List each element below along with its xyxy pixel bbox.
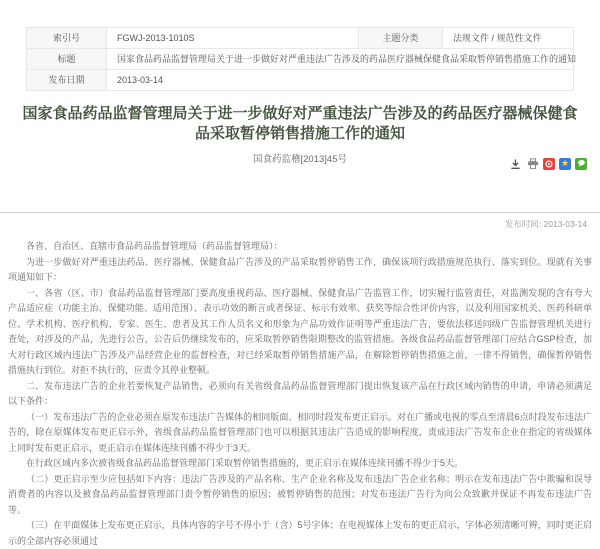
publish-date-label: 发布日期	[27, 70, 107, 91]
subject-category-label: 主题分类	[359, 28, 443, 49]
star-glyph: ★	[560, 158, 570, 169]
weibo-share-icon[interactable]	[543, 158, 555, 170]
publish-time-label: 发布时间:	[504, 219, 542, 229]
download-icon[interactable]	[509, 157, 522, 170]
body-paragraph: 在行政区域内多次被省级食品药品监督管理部门采取暂停销售措施的，更正启示在媒体连续刊播不得少于5天。	[26, 458, 464, 468]
meta-row-date	[27, 70, 574, 91]
body-paragraph: 各省、自治区、直辖市食品药品监督管理局（药品监督管理局）：	[26, 241, 283, 251]
document-number: 国食药监稽[2013]45号	[253, 154, 347, 165]
meta-row-title	[27, 49, 574, 70]
title-value: 国家食品药品监督管理局关于进一步做好对严重违法广告涉及的药品医疗器械保健食品采取暂停销售措施工作的通知	[107, 49, 574, 70]
index-number-label: 索引号	[27, 28, 107, 49]
title-label: 标题	[27, 49, 107, 70]
body-paragraph: 一、各省（区、市）食品药品监督管理部门要高度重视药品、医疗器械、保健食品广告监管工作，切实履行监管责任，对监测发现的含有夸大产品适应症（功能主治、保健功能、适用范围）、表示功效的断言或者保证、标示有效率、获奖等综合性评价内容，以及利用国家机关、医药科研单位、学术机构、医疗机构、专家、医生、患者及其工作人员名义和形象为产品功效作证明等严重违法广告，要依法移送同级广告监督管理机关进行查处，对涉及的产品，先进行公告，公告后仍继续发布的，应采取暂停销售限期整改的监管措施。各级食品药品监督管理部门应结合GSP检查，加大对行政区域内违法广告涉及产品经营企业的监督检查，对已经采取暂停销售措施产品，在解除暂停销售措施之前，一律不得销售，确保暂停销售措施执行到位。对拒不执行的，应责令其停业整顿。	[8, 287, 592, 375]
body-paragraph: 为进一步做好对严重违法药品、医疗器械、保健食品广告涉及的产品采取暂停销售工作，确保该项行政措施规范执行、落实到位。现就有关事项通知如下：	[8, 256, 592, 282]
qzone-star-share-icon[interactable]	[559, 158, 571, 170]
notice-body	[8, 239, 592, 549]
document-title: 国家食品药品监督管理局关于进一步做好对严重违法广告涉及的药品医疗器械保健食品采取暂停销售措施工作的通知	[22, 105, 578, 142]
publish-time-value: 2013-03-14	[543, 219, 587, 229]
share-toolbar	[509, 157, 587, 170]
meta-table	[26, 27, 577, 91]
meta-row-index-category	[27, 28, 574, 49]
print-icon[interactable]	[526, 157, 539, 170]
body-paragraph: （三）在平面媒体上发布更正启示，具体内容的字号不得小于（含）5号字体；在电视媒体上发布的更正启示，字体必须清晰可辨，同时更正启示的全部内容必须通过	[8, 520, 592, 546]
body-paragraph: （一）发布违法广告的企业必须在原发布违法广告媒体的相同版面、相同时段发布更正启示。对在广播或电视的零点至清晨6点时段发布违法广告的，除在原媒体发布更正启示外，省级食品药品监督管理部门也可以根据其违法广告造成的影响程度，责成违法广告发布企业在指定的省级媒体上同时发布更正启示，更正启示在媒体连续刊播不得少于3天。	[8, 411, 592, 453]
publish-date-value: 2013-03-14	[107, 70, 574, 91]
subject-category-value: 法规文件 / 规范性文件	[443, 28, 574, 49]
wechat-share-icon[interactable]	[575, 158, 587, 170]
body-paragraph: 二、发布违法广告的企业若要恢复产品销售，必须向有关省级食品药品监督管理部门提出恢复该产品在行政区域内销售的申请，申请必须满足以下条件：	[8, 380, 592, 406]
body-paragraph: （二）更正启示至少应包括如下内容：违法广告涉及的产品名称、生产企业名称及发布违法广告企业名称；明示在发布违法广告中欺骗和误导消费者的内容以及被食品药品监督管理部门责令暂停销售的原因；被暂停销售的范围；对发布违法广告行为向公众致歉并保证不再发布违法广告等。	[8, 473, 592, 515]
index-number-value: FGWJ-2013-1010S	[107, 28, 359, 49]
title-separator	[0, 212, 600, 213]
publish-time	[0, 218, 600, 230]
